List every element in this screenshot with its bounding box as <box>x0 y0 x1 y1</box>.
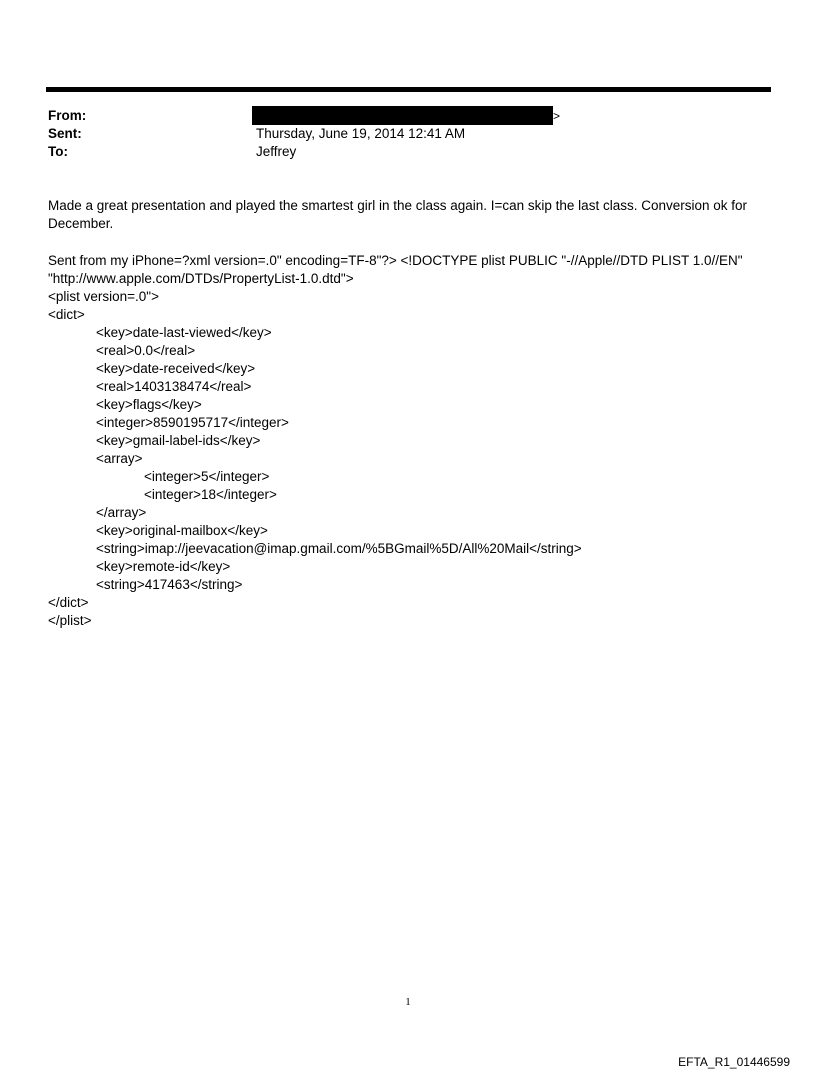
plist-line: <key>date-received</key> <box>96 361 256 376</box>
plist-line: </plist> <box>48 613 92 628</box>
to-value: Jeffrey <box>256 144 297 159</box>
plist-line: <string>imap://jeevacation@imap.gmail.com/%5BGmail%5D/All%20Mail</string> <box>96 541 582 556</box>
redaction-block <box>252 106 553 125</box>
signature-line-2: "http://www.apple.com/DTDs/PropertyList-1.0.dtd"> <box>48 271 354 286</box>
sent-label: Sent: <box>48 126 82 141</box>
plist-line: </dict> <box>48 595 89 610</box>
from-value-tail: > <box>553 109 561 123</box>
sent-value: Thursday, June 19, 2014 12:41 AM <box>256 126 466 141</box>
plist-line: <key>gmail-label-ids</key> <box>96 433 261 448</box>
message-body: Made a great presentation and played the smartest girl in the class again. I=can skip the last class. Conversion ok for December. <box>48 198 748 231</box>
plist-line: <string>417463</string> <box>96 577 243 592</box>
plist-block <box>48 288 582 630</box>
plist-line: <key>flags</key> <box>96 397 202 412</box>
plist-line: <integer>8590195717</integer> <box>96 415 289 430</box>
plist-line: <key>date-last-viewed</key> <box>96 325 272 340</box>
bates-number: EFTA_R1_01446599 <box>678 1055 790 1069</box>
plist-line: <real>1403138474</real> <box>96 379 252 394</box>
plist-line: <key>remote-id</key> <box>96 559 231 574</box>
plist-line: </array> <box>96 505 147 520</box>
plist-line: <integer>5</integer> <box>144 469 270 484</box>
to-label: To: <box>48 144 68 159</box>
header-rule <box>46 87 771 92</box>
plist-line: <array> <box>96 451 143 466</box>
plist-line: <key>original-mailbox</key> <box>96 523 268 538</box>
plist-line: <real>0.0</real> <box>96 343 196 358</box>
plist-line: <plist version=.0"> <box>48 289 159 304</box>
plist-line: <dict> <box>48 307 85 322</box>
page-number: 1 <box>405 996 411 1008</box>
from-label: From: <box>48 108 87 123</box>
plist-line: <integer>18</integer> <box>144 487 277 502</box>
signature-line-1: Sent from my iPhone=?xml version=.0" encoding=TF-8"?> <!DOCTYPE plist PUBLIC "-//Apple//DTD PLIST 1.0//EN" <box>48 253 743 268</box>
